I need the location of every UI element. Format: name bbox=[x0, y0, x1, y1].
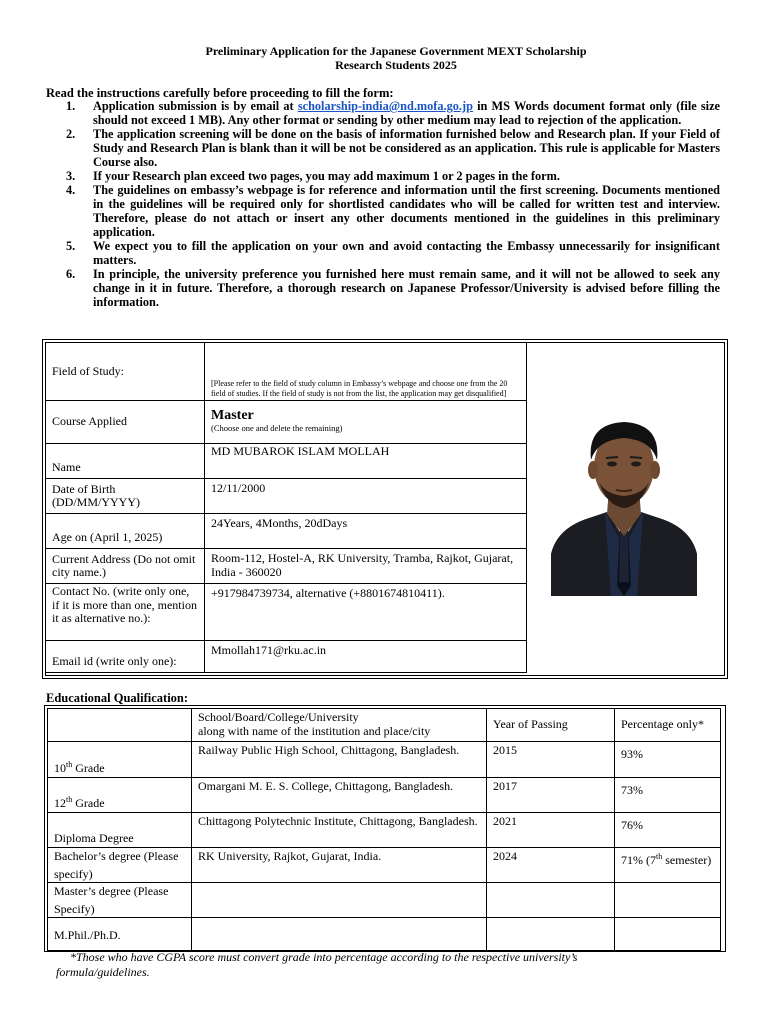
title-line-1: Preliminary Application for the Japanese Government MEXT Scholarship bbox=[205, 44, 587, 58]
education-heading: Educational Qualification: bbox=[46, 691, 189, 705]
email-value[interactable]: Mmollah171@rku.ac.in bbox=[205, 641, 527, 673]
address-row bbox=[46, 549, 527, 584]
instruction-text: In principle, the university preference you furnished here must remain same, and it will not be allowed to seek any change in it in future. Therefore, a thorough research on Japanese Professor/University is advised before filling the information. bbox=[93, 267, 720, 309]
education-row bbox=[48, 742, 721, 778]
education-institution[interactable]: Railway Public High School, Chittagong, Bangladesh. bbox=[192, 742, 487, 778]
education-table bbox=[47, 708, 721, 951]
education-institution[interactable]: Chittagong Polytechnic Institute, Chittagong, Bangladesh. bbox=[192, 813, 487, 848]
education-year[interactable]: 2021 bbox=[487, 813, 615, 848]
level-header bbox=[48, 709, 192, 742]
instruction-text: The application screening will be done on the basis of information furnished below and Research plan. If your Field of Study and Research Plan is blank than it will be not be considered as an application. This rule is applicable for Masters Course also. bbox=[93, 127, 720, 169]
footnote-line-1: *Those who have CGPA score must convert grade into percentage according to the respective university’s bbox=[70, 950, 578, 964]
instruction-text: in MS Words document format only (file size should not exceed 1 MB). Any other format or sending by other medium may lead to rejection of the application. bbox=[93, 99, 720, 127]
course-label: Course Applied bbox=[46, 401, 205, 444]
dob-value[interactable]: 12/11/2000 bbox=[205, 479, 527, 514]
education-footnote bbox=[56, 950, 577, 980]
education-institution[interactable]: Omargani M. E. S. College, Chittagong, Bangladesh. bbox=[192, 778, 487, 813]
contact-row bbox=[46, 584, 527, 641]
applicant-photo bbox=[527, 342, 721, 672]
course-note: (Choose one and delete the remaining) bbox=[211, 423, 343, 433]
age-row bbox=[46, 514, 527, 549]
instruction-text: Application submission is by email at bbox=[93, 99, 298, 113]
email-label: Email id (write only one): bbox=[46, 641, 205, 673]
education-year[interactable] bbox=[487, 883, 615, 918]
name-label: Name bbox=[46, 444, 205, 479]
instructions-intro: Read the instructions carefully before proceeding to fill the form: bbox=[46, 86, 394, 100]
instruction-number: 3. bbox=[66, 169, 76, 183]
field-of-study-label: Field of Study: bbox=[46, 343, 205, 401]
education-percentage[interactable]: 76% bbox=[615, 813, 721, 848]
instructions-list bbox=[66, 99, 720, 309]
institution-header bbox=[192, 709, 487, 742]
instruction-item bbox=[66, 169, 720, 183]
instruction-item bbox=[66, 239, 720, 267]
course-row bbox=[46, 401, 527, 444]
education-level: 10th Grade bbox=[48, 742, 192, 778]
instruction-text: We expect you to fill the application on your own and avoid contacting the Embassy unnecessarily for insignificant matters. bbox=[93, 239, 720, 267]
email-link[interactable]: scholarship-india@nd.mofa.go.jp bbox=[297, 99, 473, 113]
education-row bbox=[48, 918, 721, 951]
field-of-study-note: [Please refer to the field of study column in Embassy’s webpage and choose one from the 20 field of studies. If the field of study is not from the list, the application may get disqualified] bbox=[211, 379, 508, 398]
applicant-photo-image bbox=[527, 342, 721, 672]
education-percentage[interactable]: 93% bbox=[615, 742, 721, 778]
title-line-2: Research Students 2025 bbox=[335, 58, 457, 72]
education-year[interactable]: 2024 bbox=[487, 848, 615, 883]
application-form bbox=[45, 342, 527, 673]
education-level: Diploma Degree bbox=[48, 813, 192, 848]
course-input[interactable] bbox=[205, 401, 527, 444]
percentage-header: Percentage only* bbox=[615, 709, 721, 742]
instruction-number: 2. bbox=[66, 127, 76, 141]
course-value: Master bbox=[211, 408, 254, 423]
institution-header-line2: along with name of the institution and place/city bbox=[198, 723, 431, 738]
year-header: Year of Passing bbox=[487, 709, 615, 742]
contact-value[interactable]: +917984739734, alternative (+8801674810411). bbox=[205, 584, 527, 641]
education-row bbox=[48, 813, 721, 848]
age-label: Age on (April 1, 2025) bbox=[46, 514, 205, 549]
document-title bbox=[0, 44, 768, 72]
instruction-text: The guidelines on embassy’s webpage is for reference and information until the first screening. Documents mentioned in the guidelines will be required only for shortlisted candidates who will be called for written test and interview. Therefore, please do not attach or insert any other documents mentioned in the guidelines in this preliminary application. bbox=[93, 183, 720, 239]
education-year[interactable]: 2015 bbox=[487, 742, 615, 778]
instruction-item bbox=[66, 267, 720, 309]
education-level: 12th Grade bbox=[48, 778, 192, 813]
education-row bbox=[48, 848, 721, 883]
instruction-number: 1. bbox=[66, 99, 76, 113]
education-percentage[interactable] bbox=[615, 918, 721, 951]
education-percentage[interactable]: 71% (7th semester) bbox=[615, 848, 721, 883]
dob-row bbox=[46, 479, 527, 514]
education-level: M.Phil./Ph.D. bbox=[48, 918, 192, 951]
instruction-item bbox=[66, 127, 720, 169]
education-institution[interactable] bbox=[192, 918, 487, 951]
instruction-item bbox=[66, 99, 720, 127]
education-row bbox=[48, 883, 721, 918]
instruction-text: If your Research plan exceed two pages, you may add maximum 1 or 2 pages in the form. bbox=[93, 169, 560, 183]
education-header-row bbox=[48, 709, 721, 742]
name-row bbox=[46, 444, 527, 479]
education-year[interactable] bbox=[487, 918, 615, 951]
instruction-item bbox=[66, 183, 720, 239]
contact-label: Contact No. (write only one, if it is more than one, mention it as alternative no.): bbox=[46, 584, 205, 641]
field-of-study-row bbox=[46, 343, 527, 401]
education-percentage[interactable] bbox=[615, 883, 721, 918]
education-level: Bachelor’s degree (Please specify) bbox=[48, 848, 192, 883]
dob-label: Date of Birth (DD/MM/YYYY) bbox=[46, 479, 205, 514]
education-institution[interactable] bbox=[192, 883, 487, 918]
education-row bbox=[48, 778, 721, 813]
instruction-number: 5. bbox=[66, 239, 76, 253]
name-value[interactable]: MD MUBAROK ISLAM MOLLAH bbox=[205, 444, 527, 479]
education-percentage[interactable]: 73% bbox=[615, 778, 721, 813]
address-value[interactable]: Room-112, Hostel-A, RK University, Tramba, Rajkot, Gujarat, India - 360020 bbox=[205, 549, 527, 584]
age-value[interactable]: 24Years, 4Months, 20dDays bbox=[205, 514, 527, 549]
address-label: Current Address (Do not omit city name.) bbox=[46, 549, 205, 584]
instruction-number: 6. bbox=[66, 267, 76, 281]
footnote-line-2: formula/guidelines. bbox=[56, 965, 150, 979]
education-level: Master’s degree (Please Specify) bbox=[48, 883, 192, 918]
field-of-study-input[interactable] bbox=[205, 343, 527, 401]
education-institution[interactable]: RK University, Rajkot, Gujarat, India. bbox=[192, 848, 487, 883]
education-year[interactable]: 2017 bbox=[487, 778, 615, 813]
instruction-number: 4. bbox=[66, 183, 76, 197]
institution-header-line1: School/Board/College/University bbox=[198, 710, 359, 724]
email-row bbox=[46, 641, 527, 673]
